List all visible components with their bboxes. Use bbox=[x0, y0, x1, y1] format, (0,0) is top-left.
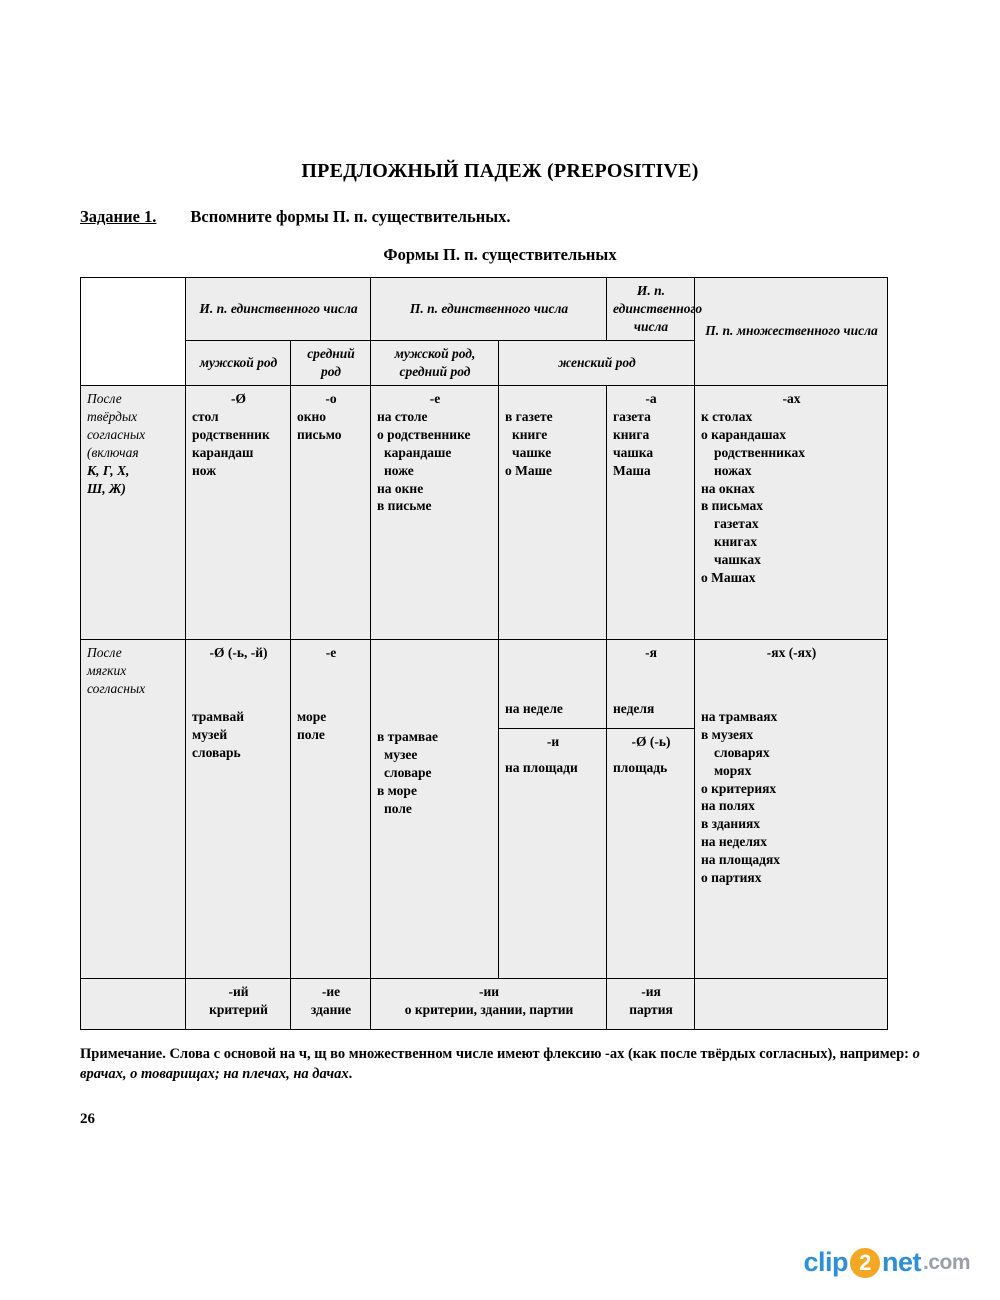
header-sub-neuter: средний род bbox=[291, 340, 371, 385]
row1-pp-fem-word-1: книге bbox=[512, 426, 548, 442]
row1-pp-fem-word-2: чашке bbox=[512, 444, 552, 460]
row1-pp-mn-word-0: на столе bbox=[377, 408, 428, 424]
row3-pp-plural-empty bbox=[695, 978, 888, 1029]
row1-label-line-1: твёрдых bbox=[87, 408, 138, 424]
header-sub-masculine: мужской род bbox=[186, 340, 291, 385]
page-title: ПРЕДЛОЖНЫЙ ПАДЕЖ (PREPOSITIVE) bbox=[301, 160, 699, 182]
row3-pp-masc-neut bbox=[371, 978, 607, 1029]
row2-pp-plural-word-6: в зданиях bbox=[701, 816, 761, 832]
row1-pp-mn-word-2: карандаше bbox=[384, 444, 452, 460]
row2-pp-plural-word-3: морях bbox=[714, 762, 752, 778]
note-examples: о врачах, о товарищах; на плечах, на дачах bbox=[80, 1045, 920, 1083]
row3-ip-masc bbox=[186, 978, 291, 1029]
watermark-net-text: net bbox=[881, 1247, 921, 1277]
header-sub-feminine: женский род bbox=[499, 340, 695, 385]
row3-ip-neut bbox=[291, 978, 371, 1029]
row2-ip-fem bbox=[607, 639, 695, 978]
row2-ip-fem-word-0: площадь bbox=[613, 759, 668, 775]
row2-pp-mn-word-3: в море bbox=[377, 782, 417, 798]
row2-pp-plural bbox=[695, 639, 888, 978]
grammar-table bbox=[80, 277, 888, 1030]
note-text: Слова с основой на ч, щ во множественном числе имеют флексию -ах (как после твёрдых согласных), например: bbox=[169, 1045, 913, 1062]
row3-ip-fem-word: партия bbox=[629, 1001, 673, 1017]
row2-pp-masc-neut bbox=[371, 639, 499, 978]
row3-ip-neut-ending: -ие bbox=[321, 983, 341, 999]
row2-pp-mn-word-2: словаре bbox=[384, 764, 432, 780]
watermark-clip2net bbox=[803, 1247, 970, 1278]
header-corner-cell bbox=[81, 278, 186, 386]
row1-pp-plural-word-6: газетах bbox=[714, 516, 759, 532]
row1-pp-fem-word-3: о Маше bbox=[505, 462, 553, 478]
header-ip-singular-2: И. п. единственного числа bbox=[607, 278, 695, 341]
row2-label-line-0: После bbox=[87, 644, 122, 660]
row1-pp-mn-word-5: в письме bbox=[377, 498, 432, 514]
row1-ip-neut bbox=[291, 385, 371, 639]
row1-ip-masc-word-2: карандаш bbox=[192, 444, 254, 460]
watermark-two-badge: 2 bbox=[850, 1248, 880, 1278]
header-sub-masc-neut: мужской род, средний род bbox=[371, 340, 499, 385]
row1-ip-fem-word-3: Маша bbox=[613, 462, 651, 478]
row1-pp-plural-word-7: книгах bbox=[714, 534, 757, 550]
row2-pp-plural-word-4: о критериях bbox=[701, 780, 777, 796]
row1-pp-fem bbox=[499, 385, 607, 639]
row1-pp-plural-word-9: о Машах bbox=[701, 570, 756, 586]
row2-pp-plural-word-0: на трамваях bbox=[701, 708, 778, 724]
row2-pp-plural-word-2: словарях bbox=[714, 744, 770, 760]
row1-label-line-3: (включая bbox=[87, 444, 139, 460]
document-content bbox=[80, 160, 920, 1128]
row3-ip-fem bbox=[607, 978, 695, 1029]
row1-ip-fem-word-2: чашка bbox=[613, 444, 654, 460]
row1-ip-fem-word-0: газета bbox=[613, 408, 651, 424]
row1-pp-plural-word-0: к столах bbox=[701, 408, 753, 424]
table-row bbox=[81, 978, 888, 1029]
row3-label-empty bbox=[81, 978, 186, 1029]
row1-ip-fem bbox=[607, 385, 695, 639]
row1-pp-fem-word-0: в газете bbox=[505, 408, 553, 424]
page-number: 26 bbox=[80, 1110, 95, 1127]
header-ip-singular: И. п. единственного числа bbox=[186, 278, 371, 341]
header-pp-plural: П. п. множественного числа bbox=[695, 278, 888, 386]
row2-ip-masc bbox=[186, 639, 291, 978]
row1-label-bold2: Ш, Ж) bbox=[87, 480, 126, 496]
row2-ip-neut bbox=[291, 639, 371, 978]
row2-pp-fem-top: на неделе bbox=[499, 696, 606, 729]
row2-ip-neut-word-0: море bbox=[297, 708, 327, 724]
row1-pp-plural-word-2: родственниках bbox=[714, 444, 806, 460]
row2-label bbox=[81, 639, 186, 978]
row2-ip-neut-ending: -е bbox=[325, 644, 337, 660]
row2-ip-fem-ending-2: -Ø (-ь) bbox=[631, 733, 671, 749]
row1-ip-masc-ending: -Ø bbox=[231, 390, 246, 406]
row1-label-line-2: согласных bbox=[87, 426, 146, 442]
row2-ip-fem-top: неделя bbox=[607, 696, 694, 729]
row1-pp-plural-word-5: в письмах bbox=[701, 498, 763, 514]
row1-pp-masc-neut bbox=[371, 385, 499, 639]
row2-ip-masc-word-1: музей bbox=[192, 726, 228, 742]
row2-pp-plural-word-9: о партиях bbox=[701, 870, 762, 886]
row1-ip-fem-word-1: книга bbox=[613, 426, 650, 442]
row1-pp-mn-word-3: ноже bbox=[384, 462, 414, 478]
row2-pp-plural-word-7: на неделях bbox=[701, 834, 767, 850]
row2-pp-plural-word-8: на площадях bbox=[701, 852, 781, 868]
row1-pp-plural-word-8: чашках bbox=[714, 552, 761, 568]
row1-pp-mn-ending: -е bbox=[429, 390, 441, 406]
row3-pp-mn-words: о критерии, здании, партии bbox=[404, 1001, 574, 1017]
row2-pp-plural-word-5: на полях bbox=[701, 798, 755, 814]
row1-pp-plural-word-3: ножах bbox=[714, 462, 752, 478]
row1-pp-plural-word-4: на окнах bbox=[701, 480, 755, 496]
task-label: Задание 1. bbox=[80, 207, 157, 226]
row2-ip-masc-word-2: словарь bbox=[192, 744, 241, 760]
row1-ip-neut-word-1: письмо bbox=[297, 426, 342, 442]
table-row bbox=[81, 639, 888, 978]
row3-ip-masc-word: критерий bbox=[209, 1001, 268, 1017]
row2-ip-masc-ending: -Ø (-ь, -й) bbox=[209, 644, 268, 660]
row2-label-line-2: согласных bbox=[87, 680, 146, 696]
row1-pp-mn-word-1: о родственнике bbox=[377, 426, 471, 442]
row2-label-line-1: мягких bbox=[87, 662, 127, 678]
watermark-com-text: .com bbox=[922, 1250, 970, 1274]
row2-pp-mn-word-1: музее bbox=[384, 746, 418, 762]
row2-pp-mn-word-4: поле bbox=[384, 800, 412, 816]
row1-pp-plural-word-1: о карандашах bbox=[701, 426, 786, 442]
row2-ip-fem-ending: -я bbox=[645, 644, 657, 660]
row1-ip-masc-word-1: родственник bbox=[192, 426, 270, 442]
row3-ip-masc-ending: -ий bbox=[228, 983, 249, 999]
row1-pp-plural bbox=[695, 385, 888, 639]
row2-pp-mn-word-0: в трамвае bbox=[377, 728, 438, 744]
row3-ip-neut-word: здание bbox=[310, 1001, 352, 1017]
row2-pp-fem bbox=[499, 639, 607, 978]
note-label: Примечание. bbox=[80, 1045, 166, 1062]
table-header-row-1 bbox=[81, 278, 888, 341]
row1-label bbox=[81, 385, 186, 639]
row1-ip-neut-word-0: окно bbox=[297, 408, 327, 424]
row3-pp-mn-ending: -ии bbox=[478, 983, 500, 999]
header-pp-singular: П. п. единственного числа bbox=[371, 278, 607, 341]
row2-pp-plural-ending: -ях (-ях) bbox=[766, 644, 817, 660]
row1-ip-masc-word-0: стол bbox=[192, 408, 219, 424]
row2-ip-neut-word-1: поле bbox=[297, 726, 325, 742]
note-block bbox=[80, 1044, 920, 1085]
row1-label-bold: К, Г, Х, bbox=[87, 462, 130, 478]
task-text: Вспомните формы П. п. существительных. bbox=[190, 207, 511, 226]
row1-pp-mn-word-4: на окне bbox=[377, 480, 424, 496]
row2-pp-plural-word-1: в музеях bbox=[701, 726, 754, 742]
note-text-end: . bbox=[348, 1066, 353, 1083]
row1-label-line-0: После bbox=[87, 390, 122, 406]
row2-pp-fem-word-0: на площади bbox=[505, 759, 578, 775]
row1-ip-masc-word-3: нож bbox=[192, 462, 216, 478]
table-row bbox=[81, 385, 888, 639]
row1-pp-plural-ending: -ах bbox=[782, 390, 801, 406]
row1-ip-fem-ending: -а bbox=[645, 390, 657, 406]
row1-ip-masc bbox=[186, 385, 291, 639]
row1-ip-neut-ending: -о bbox=[325, 390, 337, 406]
row2-ip-masc-word-0: трамвай bbox=[192, 708, 245, 724]
table-caption: Формы П. п. существительных bbox=[383, 245, 617, 264]
watermark-clip-text: clip bbox=[803, 1247, 848, 1277]
row2-pp-fem-ending: -и bbox=[546, 733, 560, 749]
row3-ip-fem-ending: -ия bbox=[641, 983, 661, 999]
task-line bbox=[80, 207, 920, 227]
